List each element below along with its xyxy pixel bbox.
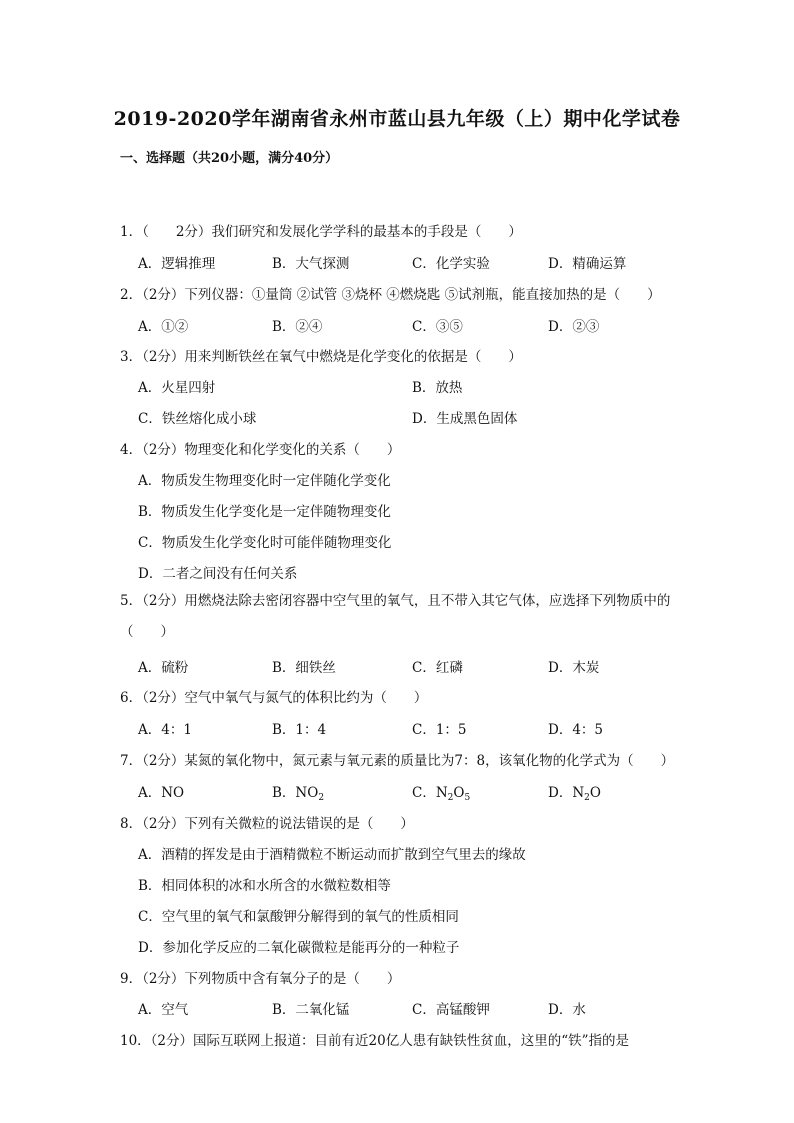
option-a: A．空气 — [138, 1002, 189, 1018]
option-a: A．火星四射 — [138, 380, 216, 396]
option-a: A．逻辑推理 — [138, 256, 216, 272]
question-8-option-c-row — [120, 905, 676, 925]
question-8-stem: 8．（2分）下列有关微粒的说法错误的是（ ） — [120, 816, 414, 832]
question-3-stem: 3．（2分）用来判断铁丝在氧气中燃烧是化学变化的依据是（ ） — [120, 349, 522, 365]
question-6-stem: 6．（2分）空气中氧气与氮气的体积比约为（ ） — [120, 690, 428, 706]
option-c: C．铁丝熔化成小球 — [138, 411, 257, 427]
option-d: D．精确运算 — [548, 256, 627, 272]
question-5-options — [120, 656, 676, 676]
question-5-stem: 5．（2分）用燃烧法除去密闭容器中空气里的氧气，且不带入其它气体，应选择下列物质中的（ ） — [120, 593, 671, 640]
option-a: A．硫粉 — [138, 660, 189, 676]
section-heading: 一、选择题（共20小题，满分40分） — [120, 151, 339, 166]
question-4-option-d-row — [120, 562, 676, 582]
option-d: D．②③ — [548, 319, 600, 335]
option-a: A．物质发生物理变化时一定伴随化学变化 — [138, 473, 391, 489]
option-b: B．$NO_2$ — [272, 785, 325, 803]
question-2-options — [120, 315, 676, 335]
question-8-option-a-row — [120, 843, 676, 863]
question-4-stem: 4．（2分）物理变化和化学变化的关系（ ） — [120, 442, 401, 458]
question-4-option-c-row — [120, 531, 676, 551]
question-1-options — [120, 252, 676, 272]
option-d: D．$N_2O$ — [548, 785, 601, 803]
option-b: B．二氧化锰 — [272, 1002, 350, 1018]
option-b: B．1：4 — [272, 722, 327, 738]
option-b: B．大气探测 — [272, 256, 350, 272]
question-4-option-a-row — [120, 469, 676, 489]
question-10-stem: 10．（2分）国际互联网上报道：目前有近20亿人患有缺铁性贫血，这里的“铁”指的是 — [120, 1033, 629, 1049]
option-a: A．酒精的挥发是由于酒精微粒不断运动而扩散到空气里去的缘故 — [138, 847, 526, 863]
option-a: A．4：1 — [138, 722, 192, 738]
question-2-stem: 2．（2分）下列仪器：①量筒 ②试管 ③烧杯 ④燃烧匙 ⑤试剂瓶，能直接加热的是（ ） — [120, 287, 661, 303]
question-7-stem: 7．（2分）某氮的氧化物中，氮元素与氧元素的质量比为7：8，该氧化物的化学式为（ ） — [120, 753, 675, 769]
question-3-options-row-1 — [120, 376, 676, 396]
option-c: C．空气里的氧气和氯酸钾分解得到的氧气的性质相同 — [138, 909, 459, 925]
option-b: B．相同体积的冰和水所含的水微粒数相等 — [138, 878, 391, 894]
option-b: B．细铁丝 — [272, 660, 336, 676]
option-c: C．红磷 — [412, 660, 463, 676]
question-1-stem: 1．（ 2分）我们研究和发展化学学科的最基本的手段是（ ） — [120, 224, 522, 240]
option-c: C．1：5 — [412, 722, 467, 738]
question-8-option-d-row — [120, 936, 676, 956]
option-c: C．③⑤ — [412, 319, 463, 335]
question-9-options — [120, 998, 676, 1018]
option-d: D．木炭 — [548, 660, 600, 676]
option-a: A．①② — [138, 319, 189, 335]
option-c: C．$N_2O_5$ — [412, 785, 471, 803]
option-b: B．②④ — [272, 319, 323, 335]
page-title: 2019-2020学年湖南省永州市蓝山县九年级（上）期中化学试卷 — [113, 108, 681, 130]
option-b: B．物质发生化学变化是一定伴随物理变化 — [138, 504, 391, 520]
question-7-options — [120, 781, 676, 801]
option-b: B．放热 — [412, 380, 463, 396]
option-c: C．化学实验 — [412, 256, 490, 272]
option-d: D．二者之间没有任何关系 — [138, 566, 298, 582]
question-8-option-b-row — [120, 874, 676, 894]
option-d: D．水 — [548, 1002, 586, 1018]
question-4-option-b-row — [120, 500, 676, 520]
option-d: D．参加化学反应的二氧化碳微粒是能再分的一种粒子 — [138, 940, 460, 956]
option-c: C．物质发生化学变化时可能伴随物理变化 — [138, 535, 392, 551]
question-6-options — [120, 718, 676, 738]
question-9-stem: 9．（2分）下列物质中含有氧分子的是（ ） — [120, 971, 401, 987]
option-c: C．高锰酸钾 — [412, 1002, 490, 1018]
option-d: D．4：5 — [548, 722, 604, 738]
option-d: D．生成黑色固体 — [412, 411, 518, 427]
option-a: A．NO — [138, 785, 185, 801]
question-3-options-row-2 — [120, 407, 676, 427]
